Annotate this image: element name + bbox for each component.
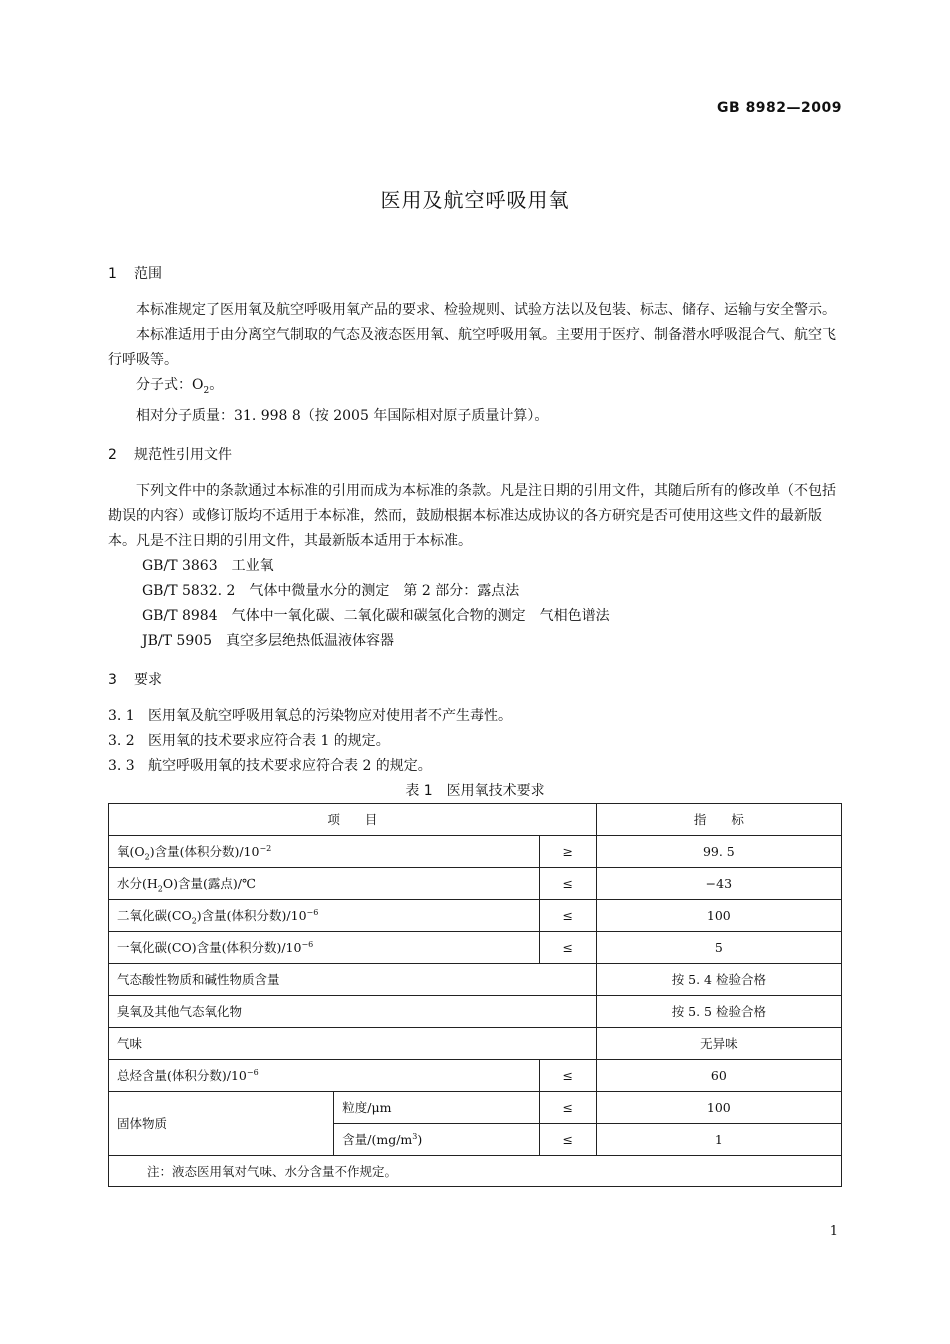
table-row: [109, 931, 842, 963]
molar-mass: 相对分子质量：31. 998 8（按 2005 年国际相对原子质量计算）。: [136, 407, 549, 424]
clause: [108, 704, 842, 729]
clause: [108, 754, 842, 779]
table-row: [109, 867, 842, 899]
section-1-heading: [108, 262, 842, 286]
row-label: 二氧化碳$(CO_2)$含量(体积分数)$/10^{-6}$: [109, 899, 540, 931]
table-row: [109, 1059, 842, 1091]
section-number: 1: [108, 266, 117, 282]
document-body: [108, 262, 842, 1187]
row-value: 99. 5: [596, 835, 841, 867]
section-number: 2: [108, 446, 117, 463]
requirements-table: [108, 803, 842, 1187]
clause-number: 3. 1: [108, 707, 135, 724]
table-header-row: [109, 803, 842, 835]
reference-item: GB/T 8984 气体中一氧化碳、二氧化碳和碳氢化合物的测定 气相色谱法: [142, 607, 610, 624]
document-title: 医用及航空呼吸用氧: [380, 188, 570, 212]
table-row: [109, 1091, 842, 1123]
section-title: 要求: [134, 671, 162, 688]
reference-item: JB/T 5905 真空多层绝热低温液体容器: [142, 632, 395, 649]
clause: [108, 729, 842, 754]
table-row: [109, 1027, 842, 1059]
formula-subscript: 2: [203, 385, 210, 396]
row-label: 固体物质: [109, 1091, 334, 1155]
row-value: −43: [596, 867, 841, 899]
row-label: 臭氧及其他气态氧化物: [109, 995, 597, 1027]
row-value: 100: [596, 1091, 841, 1123]
row-label: 氧$(O_2)$含量(体积分数)$/10^{-2}$: [109, 835, 540, 867]
standard-code: GB 8982—2009: [717, 100, 842, 116]
table-row: [109, 963, 842, 995]
row-value: 按 5. 4 检验合格: [596, 963, 841, 995]
sub-row-label: 含量$/(mg/m^3)$: [334, 1123, 540, 1155]
header-item: 项 目: [109, 803, 597, 835]
formula-end: 。: [209, 377, 224, 393]
row-value: 60: [596, 1059, 841, 1091]
clause-number: 3. 2: [108, 732, 135, 749]
clause-number: 3. 3: [108, 757, 135, 774]
reference-item: GB/T 5832. 2 气体中微量水分的测定 第 2 部分：露点法: [142, 582, 520, 599]
table-row: [109, 995, 842, 1027]
row-label: 气味: [109, 1027, 597, 1059]
paragraph: 下列文件中的条款通过本标准的引用而成为本标准的条款。凡是注日期的引用文件，其随后所有的修改单（不包括勘误的内容）或修订版均不适用于本标准，然而，鼓励根据本标准达成协议的各方研究是否可使用这些文件的最新版本。凡是不注日期的引用文件，其最新版本适用于本标准。: [108, 482, 836, 549]
table-note-row: [109, 1155, 842, 1186]
row-value: 5: [596, 931, 841, 963]
paragraph: 本标准规定了医用氧及航空呼吸用氧产品的要求、检验规则、试验方法以及包装、标志、储存、运输与安全警示。: [136, 302, 836, 318]
row-label: 气态酸性物质和碱性物质含量: [109, 963, 597, 995]
formula-label: 分子式：O: [136, 377, 204, 393]
row-symbol: ≤: [539, 899, 596, 931]
section-title: 范围: [134, 266, 162, 282]
row-value: 无异味: [596, 1027, 841, 1059]
section-2-heading: [108, 443, 842, 467]
row-value: 1: [596, 1123, 841, 1155]
reference-item: GB/T 3863 工业氧: [142, 557, 274, 574]
row-value: 按 5. 5 检验合格: [596, 995, 841, 1027]
table-note: 注：液态医用氧对气味、水分含量不作规定。: [109, 1155, 842, 1186]
row-symbol: ≤: [539, 1123, 596, 1155]
sub-row-label: 粒度/μm: [334, 1091, 540, 1123]
row-label: 水分$(H_2O)$含量(露点)/℃: [109, 867, 540, 899]
row-value: 100: [596, 899, 841, 931]
page-number: 1: [829, 1224, 838, 1239]
clause-text: 航空呼吸用氧的技术要求应符合表 2 的规定。: [148, 757, 432, 774]
formula-line: [108, 373, 842, 404]
row-symbol: ≤: [539, 931, 596, 963]
row-symbol: ≤: [539, 867, 596, 899]
clause-text: 医用氧及航空呼吸用氧总的污染物应对使用者不产生毒性。: [148, 707, 512, 724]
row-symbol: ≥: [539, 835, 596, 867]
table-row: [109, 899, 842, 931]
table-row: [109, 835, 842, 867]
header-index: 指 标: [596, 803, 841, 835]
row-label: 一氧化碳(CO)含量(体积分数)$/10^{-6}$: [109, 931, 540, 963]
table-title: 表 1 医用氧技术要求: [405, 782, 545, 799]
row-label: 总烃含量(体积分数)$/10^{-6}$: [109, 1059, 540, 1091]
section-number: 3: [108, 671, 117, 688]
row-symbol: ≤: [539, 1091, 596, 1123]
paragraph: 本标准适用于由分离空气制取的气态及液态医用氧、航空呼吸用氧。主要用于医疗、制备潜水呼吸混合气、航空飞行呼吸等。: [108, 327, 836, 368]
section-title: 规范性引用文件: [134, 446, 232, 463]
clause-text: 医用氧的技术要求应符合表 1 的规定。: [148, 732, 390, 749]
row-symbol: ≤: [539, 1059, 596, 1091]
section-3-heading: [108, 668, 842, 692]
